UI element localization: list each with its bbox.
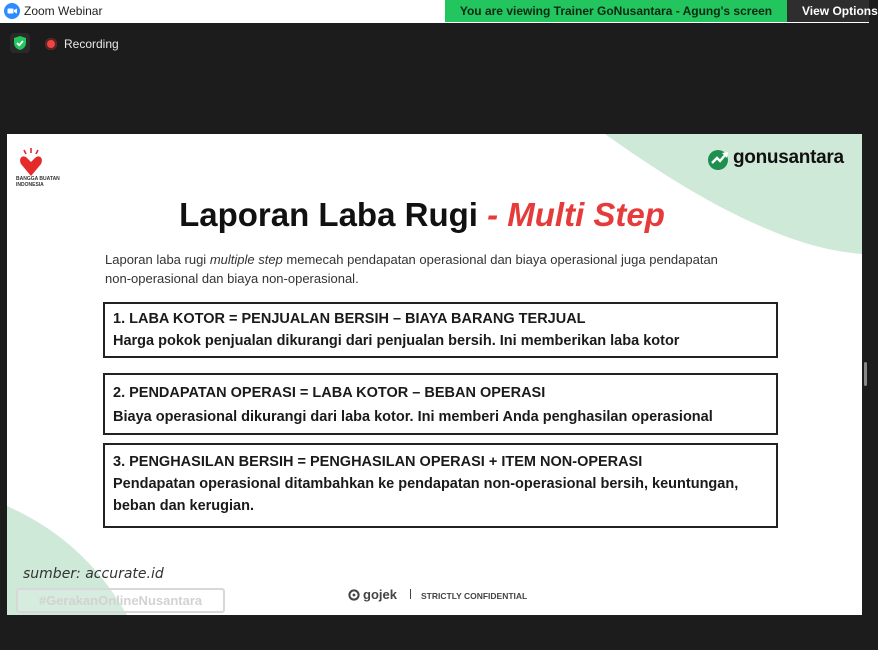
resize-handle[interactable] [864, 362, 867, 386]
viewing-banner: You are viewing Trainer GoNusantara - Agung's screen [445, 0, 787, 22]
gonusantara-logo-icon [707, 147, 731, 171]
brand-left-caption: BANGGA BUATAN INDONESIA [16, 176, 60, 188]
title-dash: - [477, 196, 508, 233]
record-dot-icon [45, 38, 57, 50]
recording-label[interactable]: Recording [64, 37, 119, 51]
intro-before: Laporan laba rugi [105, 252, 210, 267]
view-options-button[interactable]: View Options [787, 0, 869, 22]
formula-desc: Biaya operasional dikurangi dari laba kotor. Ini memberi Anda penghasilan operasional [113, 409, 713, 425]
formula-box-1 [103, 302, 778, 358]
shared-slide [7, 134, 862, 615]
formula-heading: 3. PENGHASILAN BERSIH = PENGHASILAN OPERASI + ITEM NON-OPERASI [113, 454, 643, 470]
intro-after: memecah pendapatan operasional dan biaya operasional juga pendapatan non-operasional dan biaya non-operasional. [105, 252, 718, 286]
source-caption: sumber: accurate.id [23, 566, 164, 582]
shield-check-icon[interactable] [10, 33, 30, 53]
title-accent: Multi Step [507, 196, 665, 233]
footer-brand: gojek [363, 587, 397, 602]
intro-italic: multiple step [209, 252, 283, 267]
footer-note: STRICTLY CONFIDENTIAL [421, 591, 528, 601]
gonusantara-brand: gonusantara [733, 147, 844, 168]
footer-divider [410, 589, 411, 599]
title-main: Laporan Laba Rugi [179, 196, 478, 233]
app-title: Zoom Webinar [24, 4, 103, 18]
intro-text [105, 250, 745, 288]
formula-desc: Harga pokok penjualan dikurangi dari penjualan bersih. Ini memberikan laba kotor [113, 333, 680, 349]
formula-desc: Pendapatan operasional ditambahkan ke pendapatan non-operasional bersih, keuntungan, beban dan kerugian. [113, 476, 739, 514]
formula-box-2 [103, 373, 778, 435]
formula-box-3 [103, 443, 778, 528]
formula-heading: 2. PENDAPATAN OPERASI = LABA KOTOR – BEBAN OPERASI [113, 385, 546, 401]
slide-title [7, 196, 837, 234]
zoom-logo-icon [4, 3, 20, 19]
hashtag-watermark: #GerakanOnlineNusantara [16, 588, 225, 613]
formula-heading: 1. LABA KOTOR = PENJUALAN BERSIH – BIAYA BARANG TERJUAL [113, 311, 586, 327]
gojek-logo-icon [348, 589, 360, 601]
